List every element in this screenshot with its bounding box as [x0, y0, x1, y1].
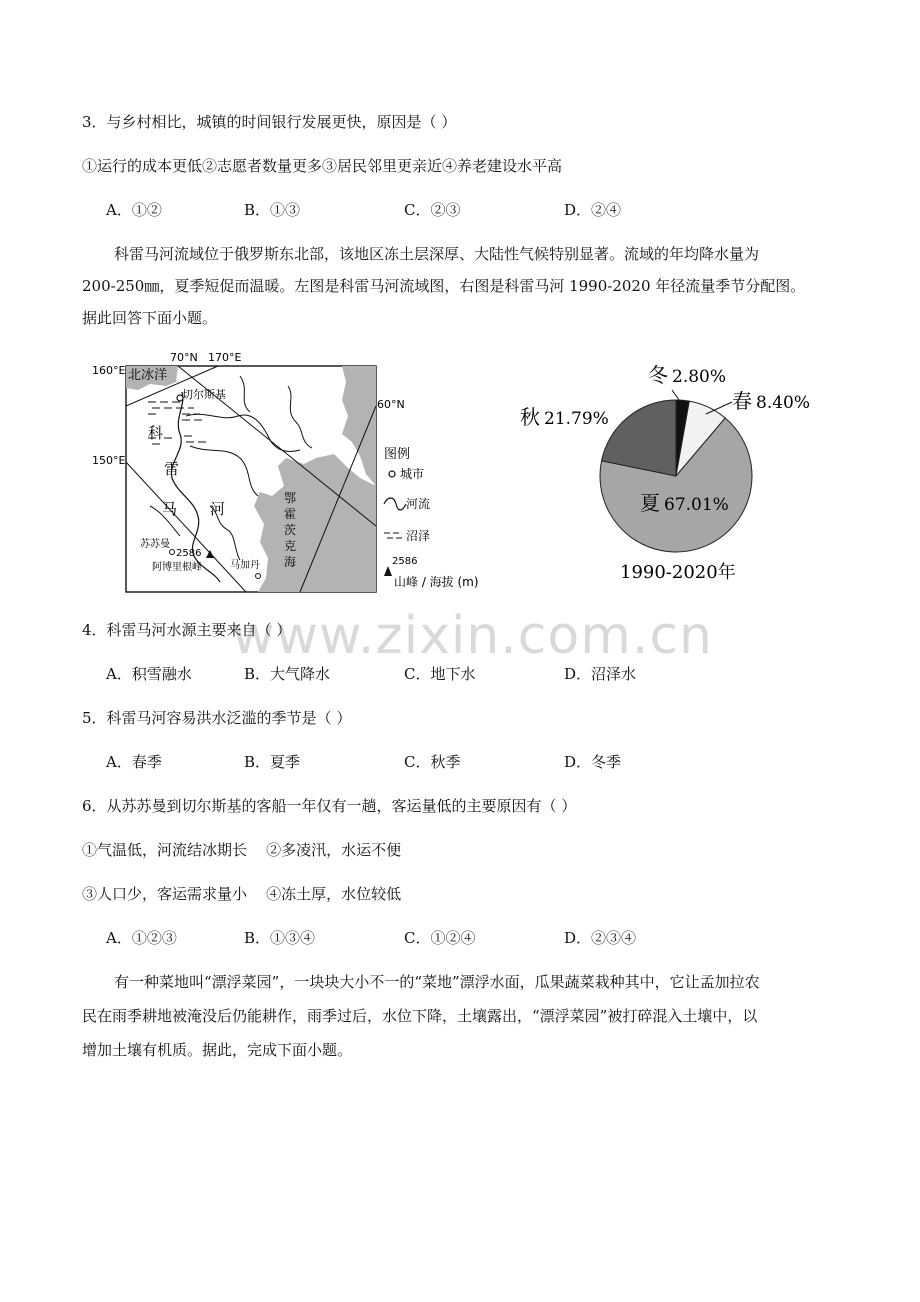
river-label-ke: 科: [148, 424, 164, 442]
q5-option-a[interactable]: A．春季: [106, 753, 162, 771]
q4-option-d[interactable]: D．沼泽水: [564, 665, 637, 683]
legend-peak-label: 山峰 / 海拔 (m): [394, 575, 479, 589]
q6-option-a[interactable]: A．①②③: [106, 929, 177, 947]
legend-city-label: 城市: [400, 467, 425, 481]
svg-text:鄂: 鄂: [284, 491, 297, 505]
q4-stem: 4．科雷马河水源主要来自（ ）: [82, 621, 292, 639]
q4-option-b[interactable]: B．大气降水: [244, 665, 331, 683]
legend-swamp-icon: [384, 533, 402, 538]
pie-label-autumn: 秋: [520, 405, 540, 429]
q6-statement-2: ③人口少，客运需求量小 ④冻土厚，水位较低: [82, 885, 402, 903]
city-chersky-label: 切尔斯基: [182, 388, 226, 401]
city-magadan-label: 马加丹: [230, 560, 260, 571]
svg-text:茨: 茨: [284, 523, 297, 537]
q3-option-a[interactable]: A．①②: [106, 201, 162, 219]
q5-option-d[interactable]: D．冬季: [564, 753, 622, 771]
passage2-line3: 增加土壤有机质。据此，完成下面小题。: [82, 1041, 353, 1059]
legend-city-icon: [389, 471, 395, 477]
passage2-line1: 有一种菜地叫“漂浮菜园”，一块块大小不一的“菜地”漂浮水面，瓜果蔬菜栽种其中，它让孟加拉农: [114, 973, 760, 991]
pie-value-spring: 8.40%: [756, 393, 811, 413]
q5-stem: 5．科雷马河容易洪水泛滥的季节是（ ）: [82, 709, 352, 727]
map-lon-170-label: 170°E: [208, 351, 242, 364]
svg-text:克: 克: [284, 539, 297, 553]
q4-option-a[interactable]: A．积雪融水: [106, 665, 192, 683]
q5-option-c[interactable]: C．秋季: [404, 753, 461, 771]
peak-name-label: 阿博里根峰: [152, 562, 202, 573]
passage1-line2: 200-250㎜，夏季短促而温暖。左图是科雷马河流域图，右图是科雷马河 1990-2020 年径流量季节分配图。: [82, 277, 806, 295]
peak-value-label: 2586: [176, 548, 202, 559]
river-label-ma: 马: [162, 500, 178, 518]
river-label-he: 河: [210, 500, 226, 518]
pie-caption: 1990-2020年: [620, 562, 736, 583]
watermark: www.zixin.com.cn: [232, 606, 713, 666]
legend-swamp-label: 沼泽: [406, 529, 431, 543]
pie-value-winter: 2.80%: [672, 367, 727, 387]
q6-option-b[interactable]: B．①③④: [244, 929, 316, 947]
q3-option-c[interactable]: C．②③: [404, 201, 461, 219]
q6-statement-1: ①气温低，河流结冰期长 ②多凌汛，水运不便: [82, 841, 402, 859]
q3-option-b[interactable]: B．①③: [244, 201, 301, 219]
map-lon-150-label: 150°E: [92, 454, 126, 467]
map-lat-60-label: 60°N: [377, 398, 405, 411]
passage1-line3: 据此回答下面小题。: [82, 309, 218, 327]
runoff-pie-chart: [510, 352, 811, 592]
q6-option-c[interactable]: C．①②④: [404, 929, 476, 947]
q3-statements: ①运行的成本更低②志愿者数量更多③居民邻里更亲近④养老建设水平高: [82, 157, 563, 175]
pie-label-spring: 春: [732, 389, 752, 413]
pie-value-summer: 67.01%: [664, 495, 729, 515]
okhotsk-sea-label: [284, 491, 296, 569]
svg-text:海: 海: [284, 555, 297, 569]
city-susuman-marker: [170, 550, 175, 555]
legend-river-label: 河流: [406, 497, 431, 511]
q3-stem: 3．与乡村相比，城镇的时间银行发展更快，原因是（ ）: [82, 113, 457, 131]
pie-label-summer: 夏: [640, 491, 660, 515]
q6-option-d[interactable]: D．②③④: [564, 929, 637, 947]
passage2-line2: 民在雨季耕地被淹没后仍能耕作，雨季过后，水位下降，土壤露出，“漂浮菜园”被打碎混入土壤中，以: [82, 1007, 758, 1025]
arctic-ocean-label: 北冰洋: [128, 368, 168, 383]
legend-peak-value: 2586: [392, 556, 418, 567]
pie-label-winter: 冬: [648, 363, 668, 387]
kolyma-basin-map: [90, 346, 510, 596]
q3-option-d[interactable]: D．②④: [564, 201, 622, 219]
q4-option-c[interactable]: C．地下水: [404, 665, 476, 683]
map-lon-160-label: 160°E: [92, 364, 126, 377]
legend-peak-icon: [384, 566, 392, 576]
svg-text:霍: 霍: [284, 507, 297, 521]
pie-value-autumn: 21.79%: [544, 409, 609, 429]
q5-option-b[interactable]: B．夏季: [244, 753, 301, 771]
q6-stem: 6．从苏苏曼到切尔斯基的客船一年仅有一趟，客运量低的主要原因有（ ）: [82, 797, 577, 815]
river-label-lei: 雷: [164, 460, 180, 478]
passage1-line1: 科雷马河流域位于俄罗斯东北部，该地区冻土层深厚、大陆性气候特别显著。流域的年均降水量为: [114, 245, 760, 263]
map-lat-70-label: 70°N: [170, 351, 198, 364]
legend-title: 图例: [384, 447, 411, 462]
city-magadan-marker: [256, 574, 261, 579]
legend-river-icon: [384, 498, 406, 510]
city-susuman-label: 苏苏曼: [140, 539, 170, 550]
